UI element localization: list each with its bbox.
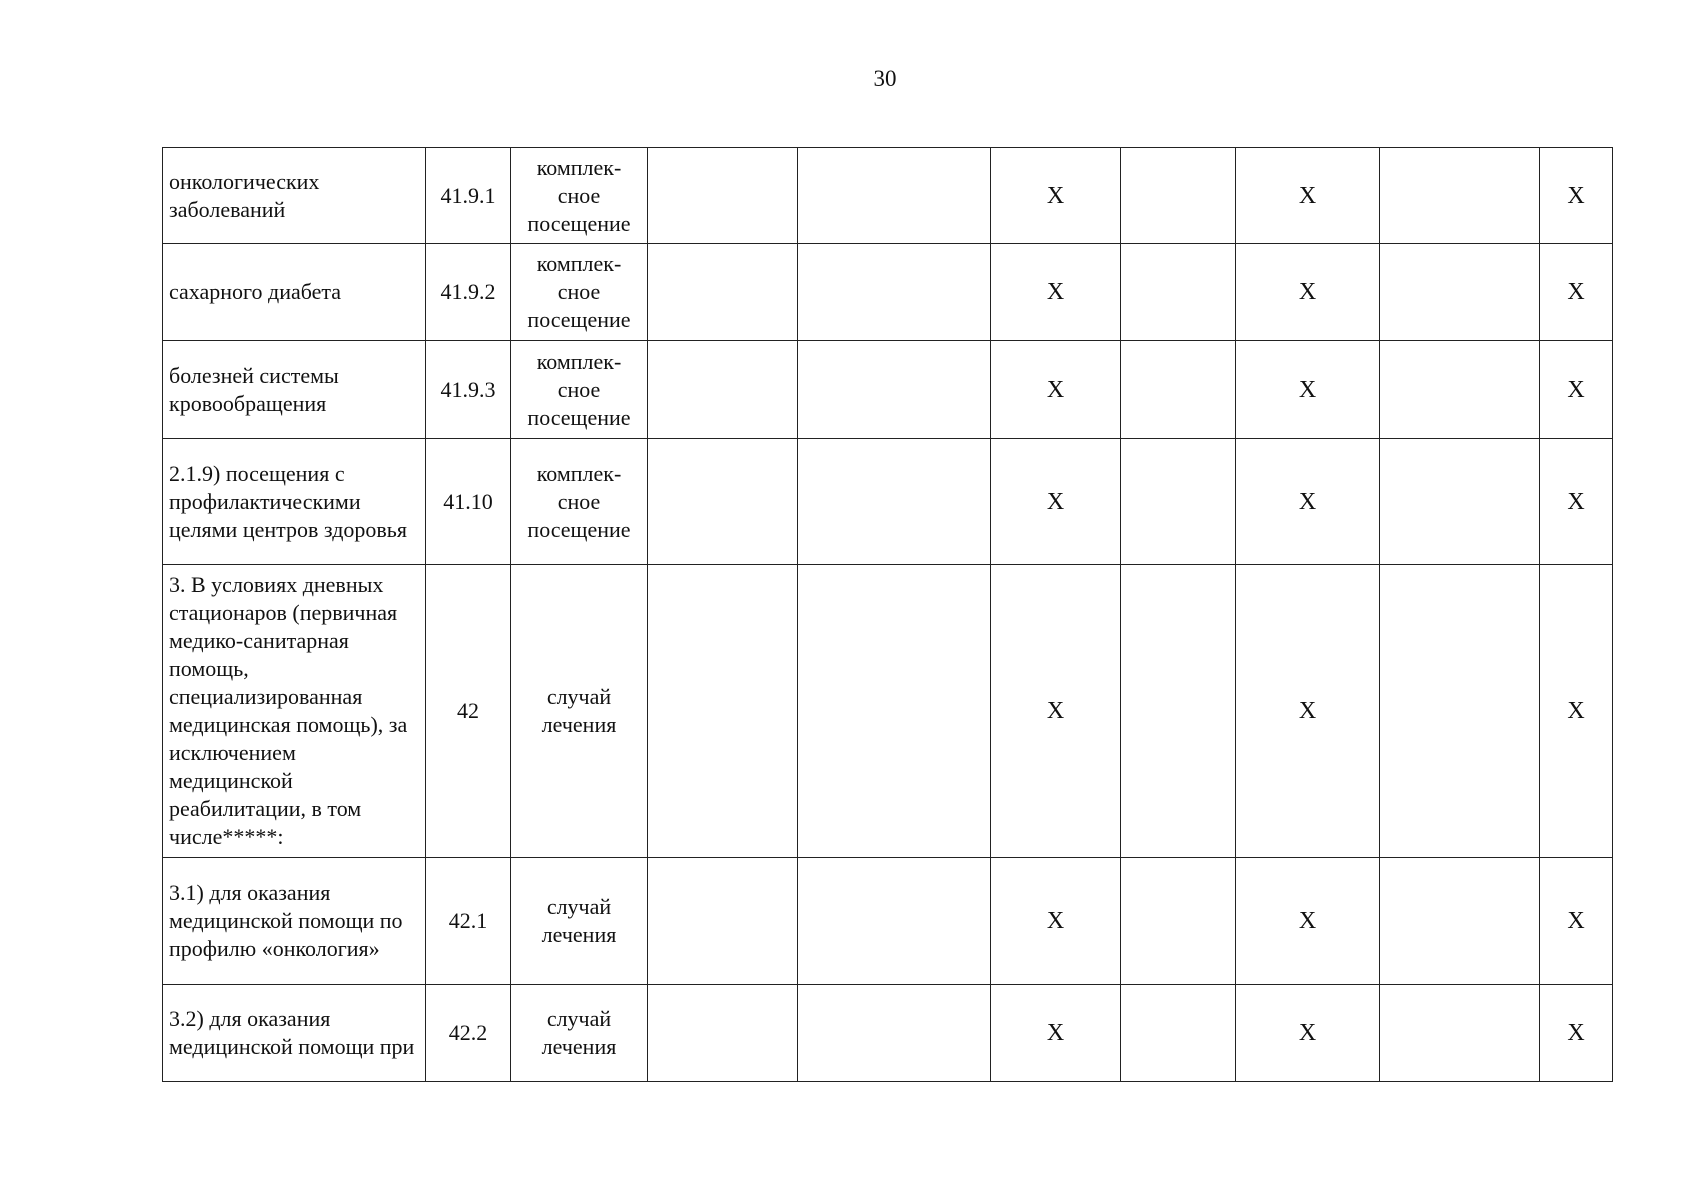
x-mark: X: [1540, 244, 1613, 341]
empty-cell: [1121, 341, 1236, 439]
row-code: 41.9.3: [426, 341, 511, 439]
x-mark: X: [991, 148, 1121, 244]
empty-cell: [798, 858, 991, 985]
x-mark: X: [1236, 565, 1380, 858]
x-mark: X: [1236, 439, 1380, 565]
empty-cell: [1380, 148, 1540, 244]
table-row: [163, 244, 1613, 341]
x-mark: X: [991, 341, 1121, 439]
x-mark: X: [1236, 244, 1380, 341]
row-name: сахарного диабета: [163, 244, 426, 341]
empty-cell: [648, 985, 798, 1082]
x-mark: X: [991, 565, 1121, 858]
row-name: 2.1.9) посещения с профилактическими целями центров здоровья: [163, 439, 426, 565]
empty-cell: [648, 148, 798, 244]
empty-cell: [1380, 244, 1540, 341]
x-mark: X: [1540, 148, 1613, 244]
x-mark: X: [991, 244, 1121, 341]
x-mark: X: [991, 439, 1121, 565]
empty-cell: [1380, 439, 1540, 565]
empty-cell: [648, 244, 798, 341]
page-number: 30: [873, 66, 897, 91]
row-unit: случай лечения: [511, 565, 648, 858]
row-code: 42.2: [426, 985, 511, 1082]
row-unit: случай лечения: [511, 985, 648, 1082]
table-row: [163, 985, 1613, 1082]
row-name: 3.1) для оказания медицинской помощи по профилю «онкология»: [163, 858, 426, 985]
x-mark: X: [1540, 565, 1613, 858]
row-code: 41.9.2: [426, 244, 511, 341]
table-row: [163, 565, 1613, 858]
empty-cell: [1121, 858, 1236, 985]
row-unit: комплек-сное посещение: [511, 439, 648, 565]
row-name: 3.2) для оказания медицинской помощи при: [163, 985, 426, 1082]
x-mark: X: [991, 985, 1121, 1082]
empty-cell: [1121, 148, 1236, 244]
x-mark: X: [1540, 985, 1613, 1082]
row-name: онкологических заболеваний: [163, 148, 426, 244]
empty-cell: [648, 565, 798, 858]
empty-cell: [648, 439, 798, 565]
x-mark: X: [1540, 341, 1613, 439]
table-row: [163, 858, 1613, 985]
x-mark: X: [991, 858, 1121, 985]
empty-cell: [798, 439, 991, 565]
x-mark: X: [1236, 858, 1380, 985]
x-mark: X: [1236, 341, 1380, 439]
empty-cell: [1380, 341, 1540, 439]
x-mark: X: [1540, 858, 1613, 985]
empty-cell: [1121, 565, 1236, 858]
table-row: [163, 341, 1613, 439]
empty-cell: [798, 985, 991, 1082]
empty-cell: [1380, 565, 1540, 858]
empty-cell: [1121, 985, 1236, 1082]
data-table: [162, 147, 1613, 1082]
empty-cell: [1121, 244, 1236, 341]
empty-cell: [798, 244, 991, 341]
empty-cell: [1380, 858, 1540, 985]
row-code: 42: [426, 565, 511, 858]
row-code: 41.9.1: [426, 148, 511, 244]
x-mark: X: [1236, 985, 1380, 1082]
empty-cell: [1380, 985, 1540, 1082]
table-row: [163, 148, 1613, 244]
empty-cell: [798, 148, 991, 244]
row-code: 42.1: [426, 858, 511, 985]
row-unit: случай лечения: [511, 858, 648, 985]
row-unit: комплек-сное посещение: [511, 341, 648, 439]
empty-cell: [1121, 439, 1236, 565]
empty-cell: [798, 565, 991, 858]
row-unit: комплек-сное посещение: [511, 148, 648, 244]
x-mark: X: [1540, 439, 1613, 565]
table-row: [163, 439, 1613, 565]
empty-cell: [798, 341, 991, 439]
row-code: 41.10: [426, 439, 511, 565]
row-name: 3. В условиях дневных стационаров (первичная медико-санитарная помощь, специализированная медицинская помощь), за исключением медицинской реабилитации, в том числе*****:: [163, 565, 426, 858]
empty-cell: [648, 858, 798, 985]
x-mark: X: [1236, 148, 1380, 244]
empty-cell: [648, 341, 798, 439]
row-unit: комплек-сное посещение: [511, 244, 648, 341]
row-name: болезней системы кровообращения: [163, 341, 426, 439]
